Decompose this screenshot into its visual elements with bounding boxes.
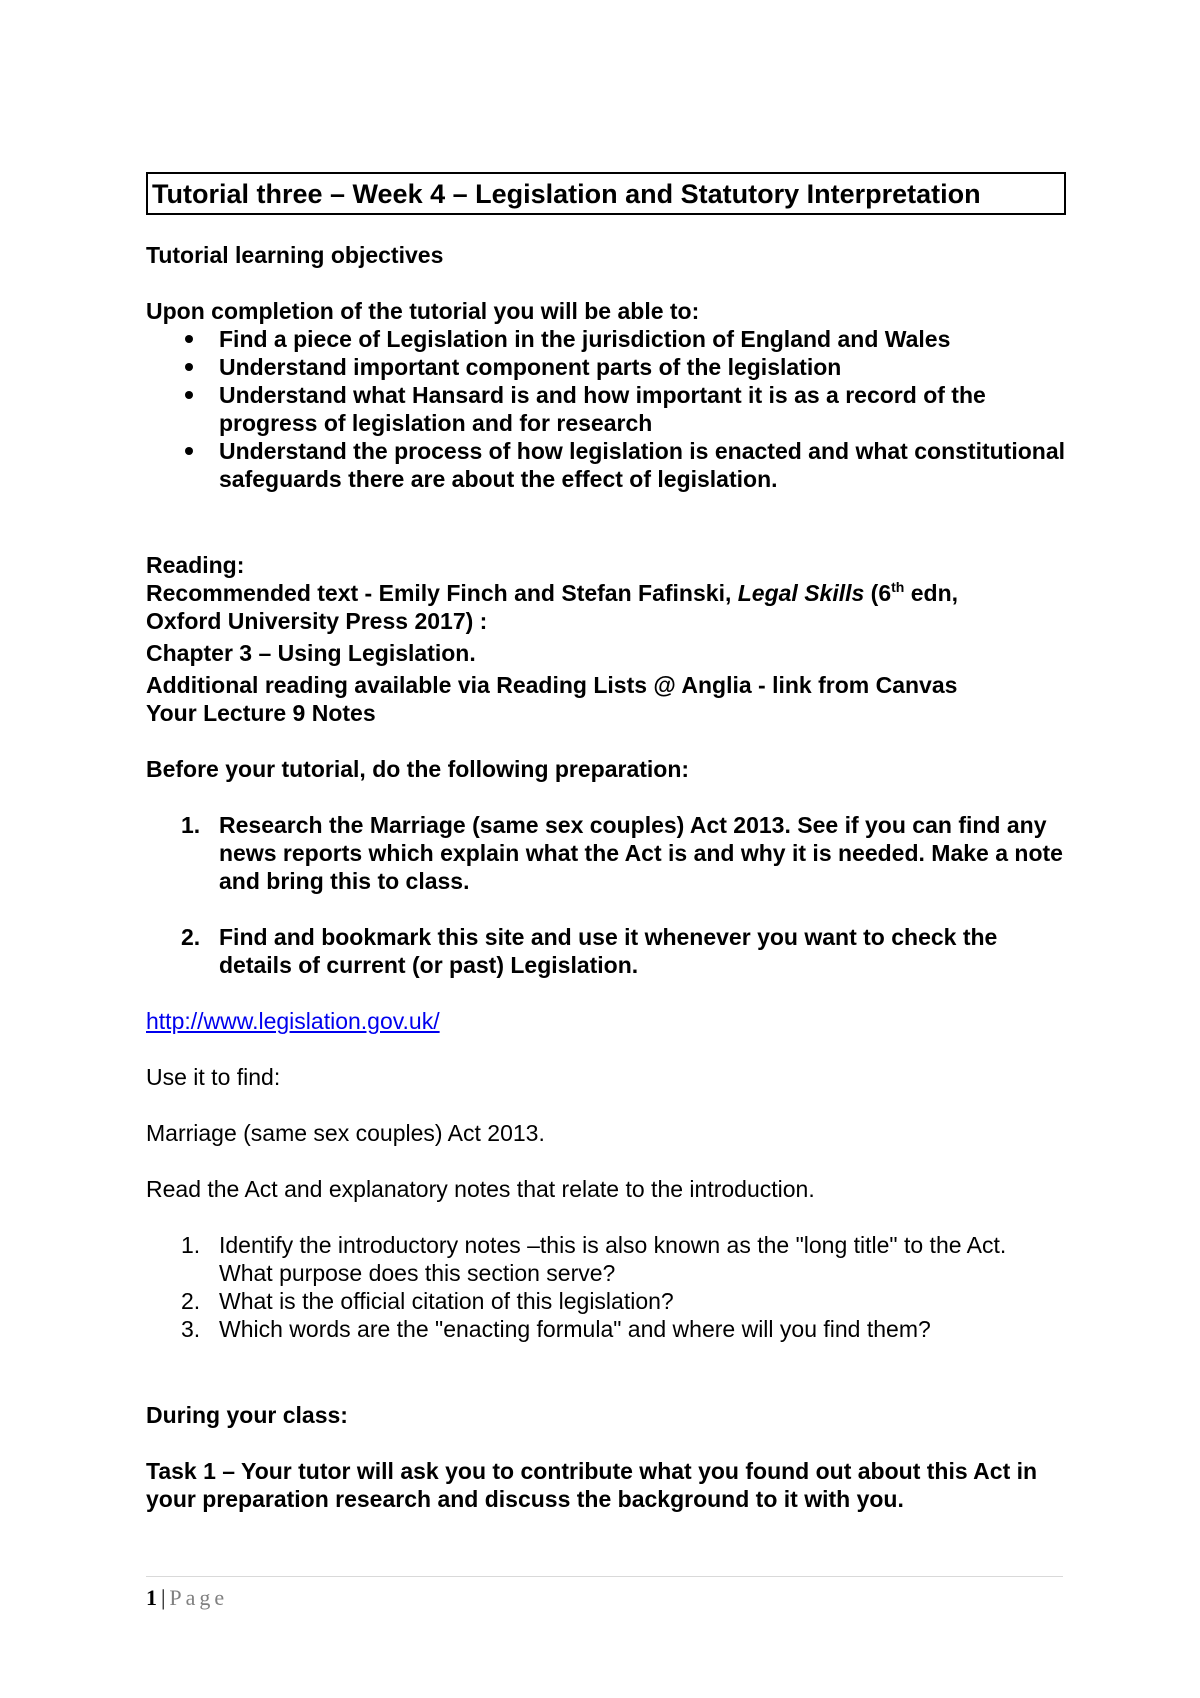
question-text: Identify the introductory notes –this is also known as the "long title" to the Act. What purpose does this section serve? (219, 1232, 1007, 1286)
preparation-text: Find and bookmark this site and use it whenever you want to check the details of current (or past) Legislation. (219, 924, 998, 978)
page-number: 1 (146, 1585, 157, 1610)
footer-separator: | (161, 1585, 166, 1610)
reading-heading: Reading: (146, 552, 245, 578)
objective-item: Understand the process of how legislation is enacted and what constitutional safeguards there are about the effect of legislation. (146, 437, 1066, 493)
recommended-text (146, 579, 1066, 607)
task-1-text: Task 1 – Your tutor will ask you to contribute what you found out about this Act in your preparation research and discuss the background to it with you. (146, 1458, 1038, 1512)
page-footer (146, 1584, 228, 1612)
page-word: Page (169, 1585, 229, 1610)
question-text: What is the official citation of this legislation? (219, 1288, 674, 1314)
question-item (146, 1231, 1066, 1287)
before-tutorial-heading: Before your tutorial, do the following preparation: (146, 756, 690, 782)
question-text: Which words are the "enacting formula" and where will you find them? (219, 1316, 931, 1342)
edition-close: edn, (904, 580, 959, 606)
lecture-notes-text: Your Lecture 9 Notes (146, 700, 376, 726)
objective-item: Find a piece of Legislation in the jurisdiction of England and Wales (146, 325, 1066, 353)
page-content (146, 172, 1066, 1513)
question-number: 1. (181, 1232, 201, 1258)
additional-reading-text: Additional reading available via Reading Lists @ Anglia - link from Canvas (146, 672, 958, 698)
publisher-text: Oxford University Press 2017) : (146, 608, 488, 634)
act-name-text: Marriage (same sex couples) Act 2013. (146, 1120, 545, 1146)
preparation-number: 1. (181, 812, 201, 838)
edition-open: (6 (864, 580, 892, 606)
question-number: 2. (181, 1288, 201, 1314)
question-number: 3. (181, 1316, 201, 1342)
questions-list (146, 1231, 1066, 1343)
footer-divider (146, 1576, 1063, 1577)
objectives-heading: Tutorial learning objectives (146, 242, 444, 268)
preparation-list-2 (146, 923, 1066, 979)
preparation-item (146, 923, 1066, 979)
during-class-heading: During your class: (146, 1402, 348, 1428)
preparation-item (146, 811, 1066, 895)
upon-completion-text: Upon completion of the tutorial you will be able to: (146, 298, 700, 324)
objective-item: Understand what Hansard is and how important it is as a record of the progress of legislation and for research (146, 381, 1066, 437)
page-title: Tutorial three – Week 4 – Legislation and Statutory Interpretation (146, 172, 1066, 215)
preparation-number: 2. (181, 924, 201, 950)
question-item (146, 1315, 1066, 1343)
recommended-prefix: Recommended text - Emily Finch and Stefan Fafinski, (146, 580, 738, 606)
book-title: Legal Skills (737, 580, 865, 606)
chapter-text: Chapter 3 – Using Legislation. (146, 640, 476, 666)
preparation-text: Research the Marriage (same sex couples) Act 2013. See if you can find any news reports which explain what the Act is and why it is needed. Make a note and bring this to class. (219, 812, 1063, 894)
use-it-text: Use it to find: (146, 1064, 281, 1090)
question-item (146, 1287, 1066, 1315)
preparation-list-1 (146, 811, 1066, 895)
read-act-text: Read the Act and explanatory notes that relate to the introduction. (146, 1176, 815, 1202)
edition-superscript: th (891, 579, 905, 595)
objectives-list (146, 325, 1066, 493)
legislation-link[interactable]: http://www.legislation.gov.uk/ (146, 1008, 440, 1034)
objective-item: Understand important component parts of the legislation (146, 353, 1066, 381)
